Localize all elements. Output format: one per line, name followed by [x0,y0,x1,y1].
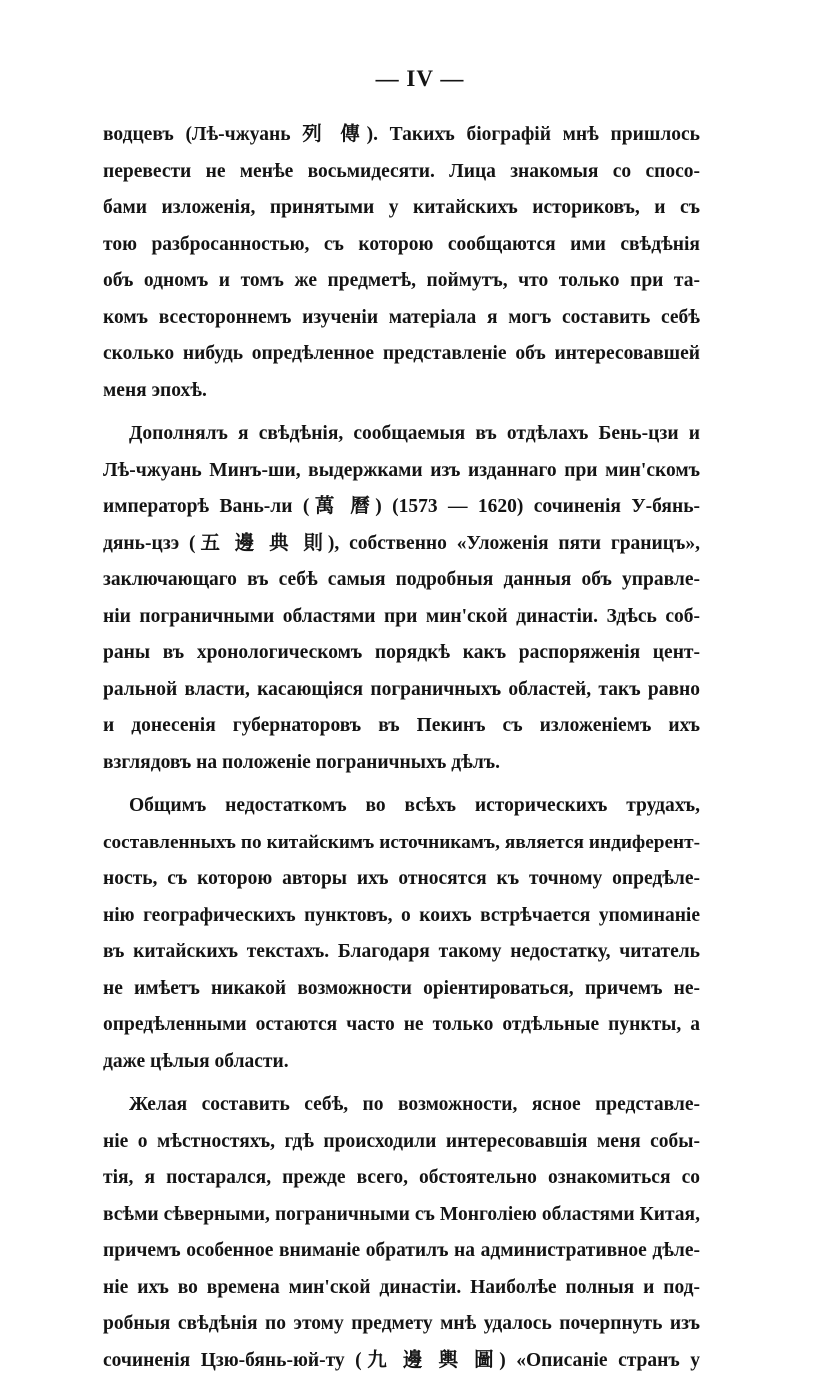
text-line: раны въ хронологическомъ порядкѣ какъ распоряженія цент- [103,642,700,663]
body-text [103,117,700,1386]
text-line: перевести не менѣе восьмидесяти. Лица знакомыя со спосо- [103,160,700,182]
paragraph-2 [103,416,700,781]
text-line: опредѣленными остаются часто не только отдѣльные пункты, а [103,1014,700,1035]
text-line: Желая составить себѣ, по возможности, ясное представле- [129,1094,700,1115]
text-line: Лѣ-чжуань Минъ-ши, выдержками изъ изданнаго при мин'скомъ [103,459,700,481]
text-line: императорѣ Вань-ли (萬 曆) (1573 — 1620) сочиненія У-бянь- [103,496,700,517]
text-line: объ одномъ и томъ же предметѣ, поймутъ, что только при та- [103,270,700,291]
text-line: даже цѣлыя области. [103,1050,289,1072]
text-line: ность, съ которою авторы ихъ относятся къ точному опредѣле- [103,868,700,889]
text-line: Общимъ недостаткомъ во всѣхъ историческихъ трудахъ, [129,795,700,816]
text-line: не имѣетъ никакой возможности оріентироваться, причемъ не- [103,977,700,999]
text-line: меня эпохѣ. [103,379,207,401]
text-line: робныя свѣдѣнія по этому предмету мнѣ удалось почерпнуть изъ [103,1313,700,1334]
text-line: сочиненія Цзю-бянь-юй-ту (九 邊 輿 圖) «Описаніе странъ у [103,1349,700,1371]
text-line: бами изложенія, принятыми у китайскихъ историковъ, и съ [103,197,700,218]
text-line: комъ всестороннемъ изученіи матеріала я могъ составить себѣ [103,306,700,328]
text-line: всѣми сѣверными, пограничными съ Монголіею областями Китая, [103,1203,700,1225]
text-line: тою разбросанностью, съ которою сообщаются ими свѣдѣнія [103,233,700,255]
paragraph-3 [103,788,700,1080]
paragraph-1 [103,117,700,409]
text-line: и донесенія губернаторовъ въ Пекинъ съ изложеніемъ ихъ [103,715,700,736]
text-line: взглядовъ на положеніе пограничныхъ дѣлъ. [103,751,501,773]
text-line: ральной власти, касающіяся пограничныхъ областей, такъ равно [103,678,700,700]
text-line: ніе о мѣстностяхъ, гдѣ происходили интересовавшія меня собы- [103,1130,700,1152]
text-line: сколько нибудь опредѣленное представленіе объ интересовавшей [103,343,700,364]
page-number: — IV — [375,66,465,91]
paragraph-4 [103,1087,700,1379]
text-line: тія, я постарался, прежде всего, обстоятельно ознакомиться со [103,1167,700,1188]
text-line: заключающаго въ себѣ самыя подробныя данныя объ управле- [103,569,700,590]
text-line: нію географическихъ пунктовъ, о коихъ встрѣчается упоминаніе [103,904,700,926]
text-line: Дополнялъ я свѣдѣнія, сообщаемыя въ отдѣлахъ Бень-цзи и [129,423,700,444]
text-line: ніи пограничными областями при мин'ской династіи. Здѣсь соб- [103,605,700,627]
text-line: водцевъ (Лѣ-чжуань 列 傳). Такихъ біографій мнѣ пришлось [103,124,700,145]
text-line: причемъ особенное вниманіе обратилъ на административное дѣле- [103,1240,700,1261]
text-line: дянь-цзэ (五 邊 典 則), собственно «Уложенія пяти границъ», [103,532,700,554]
text-line: составленныхъ по китайскимъ источникамъ, является индиферент- [103,831,700,853]
text-line: въ китайскихъ текстахъ. Благодаря такому недостатку, читатель [103,941,700,962]
text-line: ніе ихъ во времена мин'ской династіи. Наиболѣе полныя и под- [103,1276,700,1298]
